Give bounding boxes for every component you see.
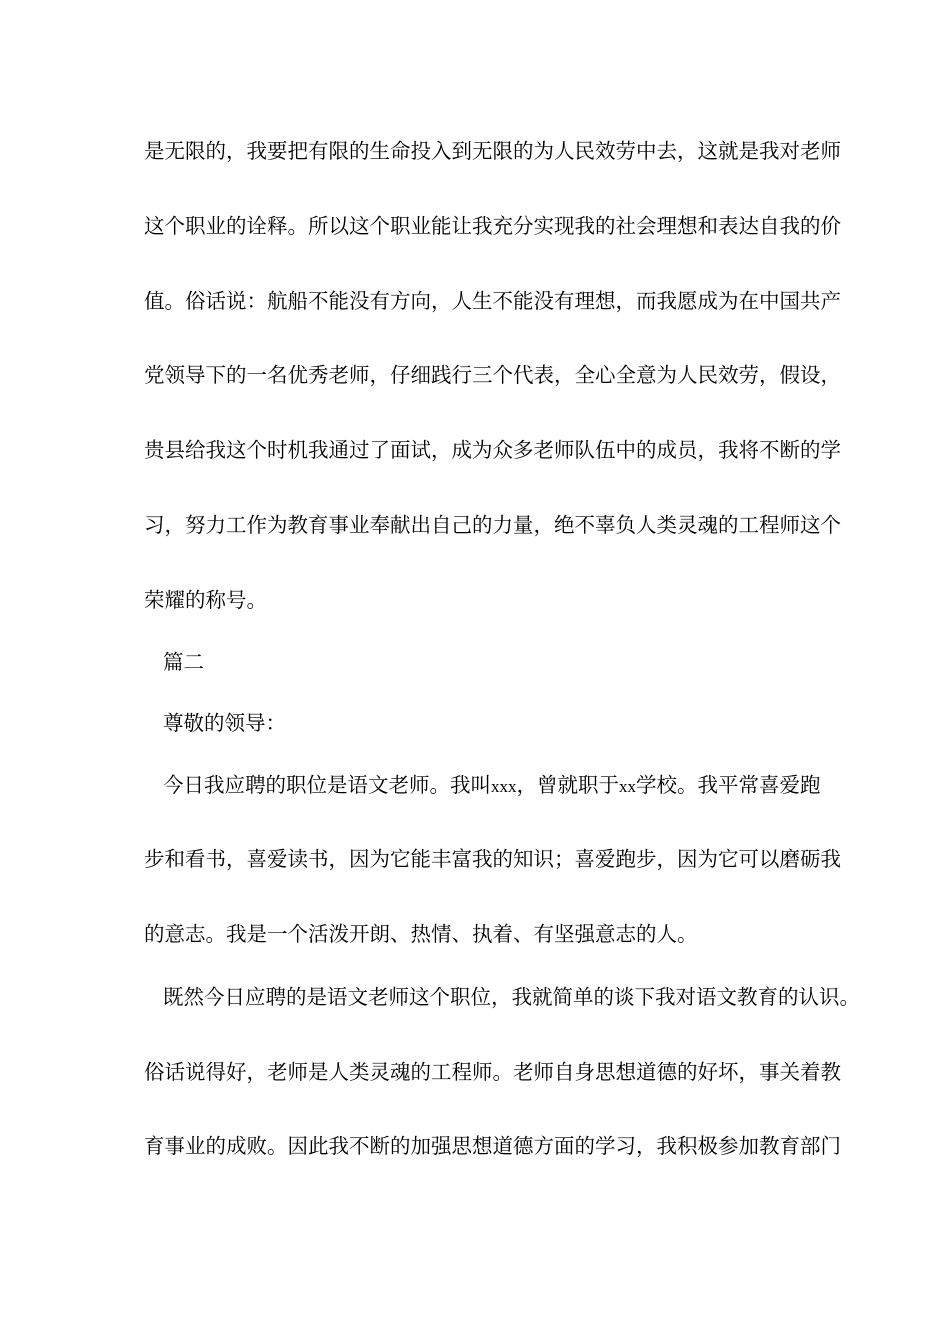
paragraph-line: 值。俗话说：航船不能没有方向，人生不能没有理想，而我愿成为在中国共产 xyxy=(144,289,841,313)
salutation: 尊敬的领导： xyxy=(163,711,286,735)
intro-text-2: ，曾就职于 xyxy=(516,773,619,797)
paragraph-line: 步和看书，喜爱读书，因为它能丰富我的知识；喜爱跑步，因为它可以磨砺我 xyxy=(144,847,841,871)
paragraph-line: 党领导下的一名优秀老师，仔细践行三个代表，全心全意为人民效劳，假设， xyxy=(144,363,841,387)
intro-line xyxy=(163,771,821,801)
school-name: xx xyxy=(619,777,636,796)
intro-text-3: 学校。我平常喜爱跑 xyxy=(636,773,821,797)
paragraph-line: 的意志。我是一个活泼开朗、热情、执着、有坚强意志的人。 xyxy=(144,922,698,946)
paragraph-line: 俗话说得好，老师是人类灵魂的工程师。老师自身思想道德的好坏，事关着教 xyxy=(144,1060,841,1084)
paragraph-line: 习，努力工作为教育事业奉献出自己的力量，绝不辜负人类灵魂的工程师这个 xyxy=(144,513,841,537)
paragraph-first-line: 既然今日应聘的是语文老师这个职位，我就简单的谈下我对语文教育的认识。 xyxy=(163,985,860,1009)
paragraph-line: 荣耀的称号。 xyxy=(144,588,267,612)
paragraph-line: 贵县给我这个时机我通过了面试，成为众多老师队伍中的成员，我将不断的学 xyxy=(144,438,841,462)
paragraph-line: 育事业的成败。因此我不断的加强思想道德方面的学习，我积极参加教育部门 xyxy=(144,1134,841,1158)
paragraph-line: 是无限的，我要把有限的生命投入到无限的为人民效劳中去，这就是我对老师 xyxy=(144,139,841,163)
section-title: 篇二 xyxy=(163,650,204,674)
applicant-name: xxx xyxy=(491,777,517,796)
paragraph-line: 这个职业的诠释。所以这个职业能让我充分实现我的社会理想和表达自我的价 xyxy=(144,214,841,238)
intro-text-1: 今日我应聘的职位是语文老师。我叫 xyxy=(163,773,491,797)
